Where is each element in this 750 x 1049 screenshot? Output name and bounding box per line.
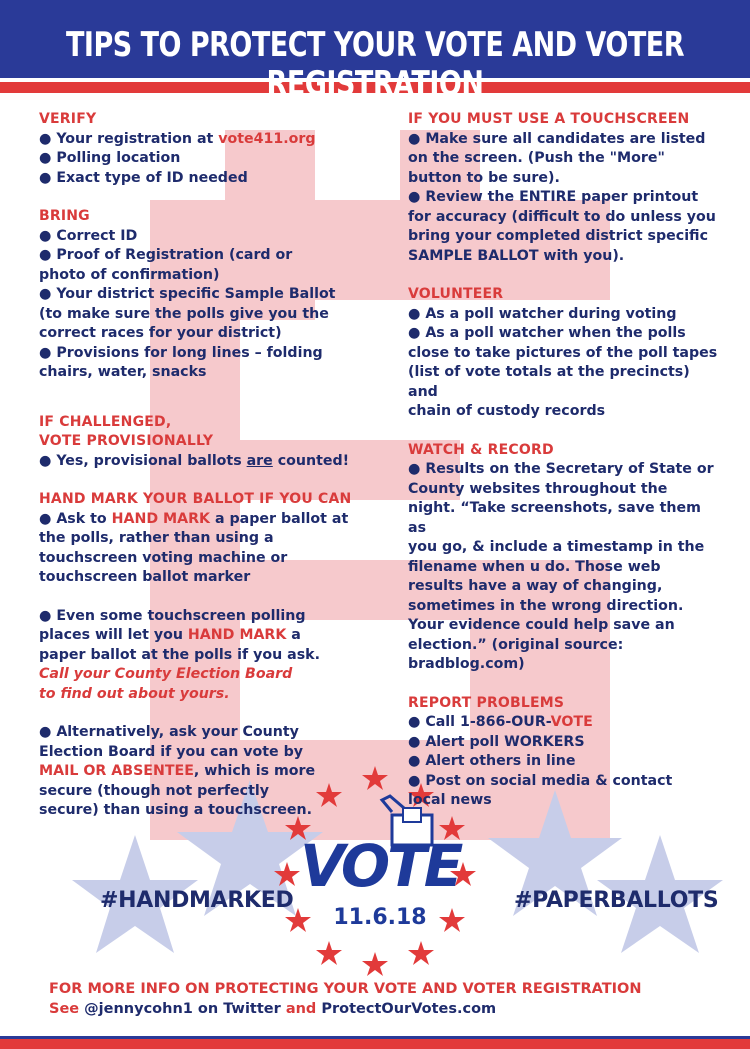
spacer <box>39 588 384 607</box>
footer-red-band <box>0 1039 750 1049</box>
list-item-cont: touchscreen ballot marker <box>39 569 251 585</box>
footer <box>49 979 729 1019</box>
item-text: a paper ballot at <box>210 510 349 527</box>
list-item-cont: the polls, rather than using a <box>39 530 274 546</box>
list-item <box>408 713 718 733</box>
section-watch-record <box>408 441 718 675</box>
list-item-cont <box>39 762 384 782</box>
section-verify <box>39 110 384 188</box>
item-text-red: HAND MARK <box>111 510 211 527</box>
list-item-cont: bring your completed district specific <box>408 228 708 244</box>
list-item: ● Results on the Secretary of State or <box>408 461 714 477</box>
list-item-cont: paper ballot at the polls if you ask. <box>39 646 320 663</box>
list-item: ● Review the ENTIRE paper printout <box>408 189 699 205</box>
list-item-cont: SAMPLE BALLOT with you). <box>408 247 625 264</box>
list-item: ● Post on social media & contact <box>408 772 673 789</box>
list-item: ● As a poll watcher during voting <box>408 305 677 322</box>
list-item-cont: (list of vote totals at the precincts) and <box>408 364 690 400</box>
list-item-cont: sometimes in the wrong direction. <box>408 597 684 614</box>
list-item-cont: for accuracy (difficult to do unless you <box>408 208 716 225</box>
vote-logo-word: VOTE <box>300 832 461 900</box>
item-text-underlined: are <box>246 452 273 469</box>
list-item: ● Your district specific Sample Ballot <box>39 286 336 302</box>
call-board-note: Call your County Election Board <box>39 666 293 682</box>
left-column <box>39 110 384 840</box>
section-report-problems <box>408 694 718 811</box>
item-text-red: MAIL OR ABSENTEE <box>39 763 194 779</box>
item-text: ● Call 1-866-OUR- <box>408 714 551 730</box>
list-item: ● Polling location <box>39 150 181 166</box>
list-item-cont: local news <box>408 792 492 808</box>
section-heading: VOLUNTEER <box>408 286 504 302</box>
vote411-link[interactable]: vote411.org <box>218 130 316 147</box>
item-text: counted! <box>272 452 350 469</box>
section-heading: WATCH & RECORD <box>408 441 554 458</box>
call-board-note: to find out about yours. <box>39 685 230 702</box>
section-bring <box>39 207 384 383</box>
section-hand-mark <box>39 490 384 821</box>
list-item: ● Correct ID <box>39 227 138 244</box>
section-heading: REPORT PROBLEMS <box>408 694 565 711</box>
twitter-handle-link[interactable]: @jennycohn1 <box>84 1001 193 1017</box>
section-touchscreen <box>408 110 718 266</box>
list-item-cont: County websites throughout the <box>408 480 668 497</box>
list-item-cont: election.” (original source: <box>408 636 624 653</box>
list-item: ● Alert poll WORKERS <box>408 733 585 750</box>
list-item: ● As a poll watcher when the polls <box>408 325 686 341</box>
section-heading: VERIFY <box>39 111 97 127</box>
footer-contact-line <box>49 999 729 1019</box>
item-text-red: VOTE <box>550 714 593 730</box>
list-item-cont: close to take pictures of the poll tapes <box>408 344 718 361</box>
list-item: ● Exact type of ID needed <box>39 169 248 186</box>
hashtag-handmarked: #HANDMARKED <box>100 888 294 913</box>
item-text: places will let you <box>39 627 188 643</box>
vote-logo-date: 11.6.18 <box>333 905 427 930</box>
list-item-cont: filename when u do. Those web <box>408 558 661 575</box>
protectourvotes-link[interactable]: ProtectOurVotes.com <box>316 1001 497 1017</box>
list-item-cont: correct races for your district) <box>39 325 282 341</box>
footer-text: and <box>285 1001 317 1017</box>
list-item: ● Make sure all candidates are listed <box>408 130 706 147</box>
list-item <box>39 452 384 472</box>
section-volunteer <box>408 285 718 422</box>
footer-text: See <box>49 1001 85 1017</box>
item-text: ● Ask to <box>39 510 112 527</box>
list-item: ● Alert others in line <box>408 753 576 769</box>
list-item-cont: results have a way of changing, <box>408 578 663 594</box>
list-item: ● Provisions for long lines – folding <box>39 344 323 361</box>
list-item-cont: secure) than using a touchscreen. <box>39 802 312 818</box>
list-item-cont: button to be sure). <box>408 169 560 186</box>
footer-info-line: FOR MORE INFO ON PROTECTING YOUR VOTE AND VOTER REGISTRATION <box>49 981 642 997</box>
hashtag-paperballots: #PAPERBALLOTS <box>514 888 719 913</box>
right-column <box>408 110 718 830</box>
list-item-cont: on the screen. (Push the "More" <box>408 150 665 166</box>
section-heading: BRING <box>39 208 90 224</box>
list-item-cont: chairs, water, snacks <box>39 364 207 380</box>
item-text: ● Your registration at <box>39 130 219 147</box>
list-item-cont: Your evidence could help save an <box>408 617 675 633</box>
list-item-cont: bradblog.com) <box>408 656 525 672</box>
section-heading: IF CHALLENGED, <box>39 413 172 430</box>
item-text: ● Yes, provisional ballots <box>39 452 247 469</box>
item-text: , which is more <box>193 763 316 779</box>
list-item: ● Even some touchscreen polling <box>39 607 306 624</box>
list-item <box>39 510 384 530</box>
item-text: a <box>286 627 301 643</box>
section-heading: HAND MARK YOUR BALLOT IF YOU CAN <box>39 491 352 507</box>
footer-text: on Twitter <box>192 1001 286 1017</box>
list-item: ● Alternatively, ask your County <box>39 724 299 740</box>
section-heading: IF YOU MUST USE A TOUCHSCREEN <box>408 111 690 127</box>
item-text-red: HAND MARK <box>187 627 287 643</box>
list-item-cont: chain of custody records <box>408 403 606 419</box>
list-item-cont: night. “Take screenshots, save them as <box>408 500 701 536</box>
page-title: TIPS TO PROTECT YOUR VOTE AND VOTER REGISTRATION <box>65 26 684 104</box>
list-item-cont <box>39 626 384 646</box>
list-item-cont: you go, & include a timestamp in the <box>408 539 705 555</box>
list-item-cont: Election Board if you can vote by <box>39 743 304 760</box>
section-challenged <box>39 413 384 472</box>
list-item-cont: photo of confirmation) <box>39 266 220 283</box>
list-item: ● Proof of Registration (card or <box>39 247 293 263</box>
list-item-cont: (to make sure the polls give you the <box>39 305 329 322</box>
spacer <box>39 704 384 723</box>
section-heading: VOTE PROVISIONALLY <box>39 433 214 449</box>
list-item-cont: secure (though not perfectly <box>39 782 269 799</box>
list-item <box>39 130 384 150</box>
list-item-cont: touchscreen voting machine or <box>39 549 288 566</box>
